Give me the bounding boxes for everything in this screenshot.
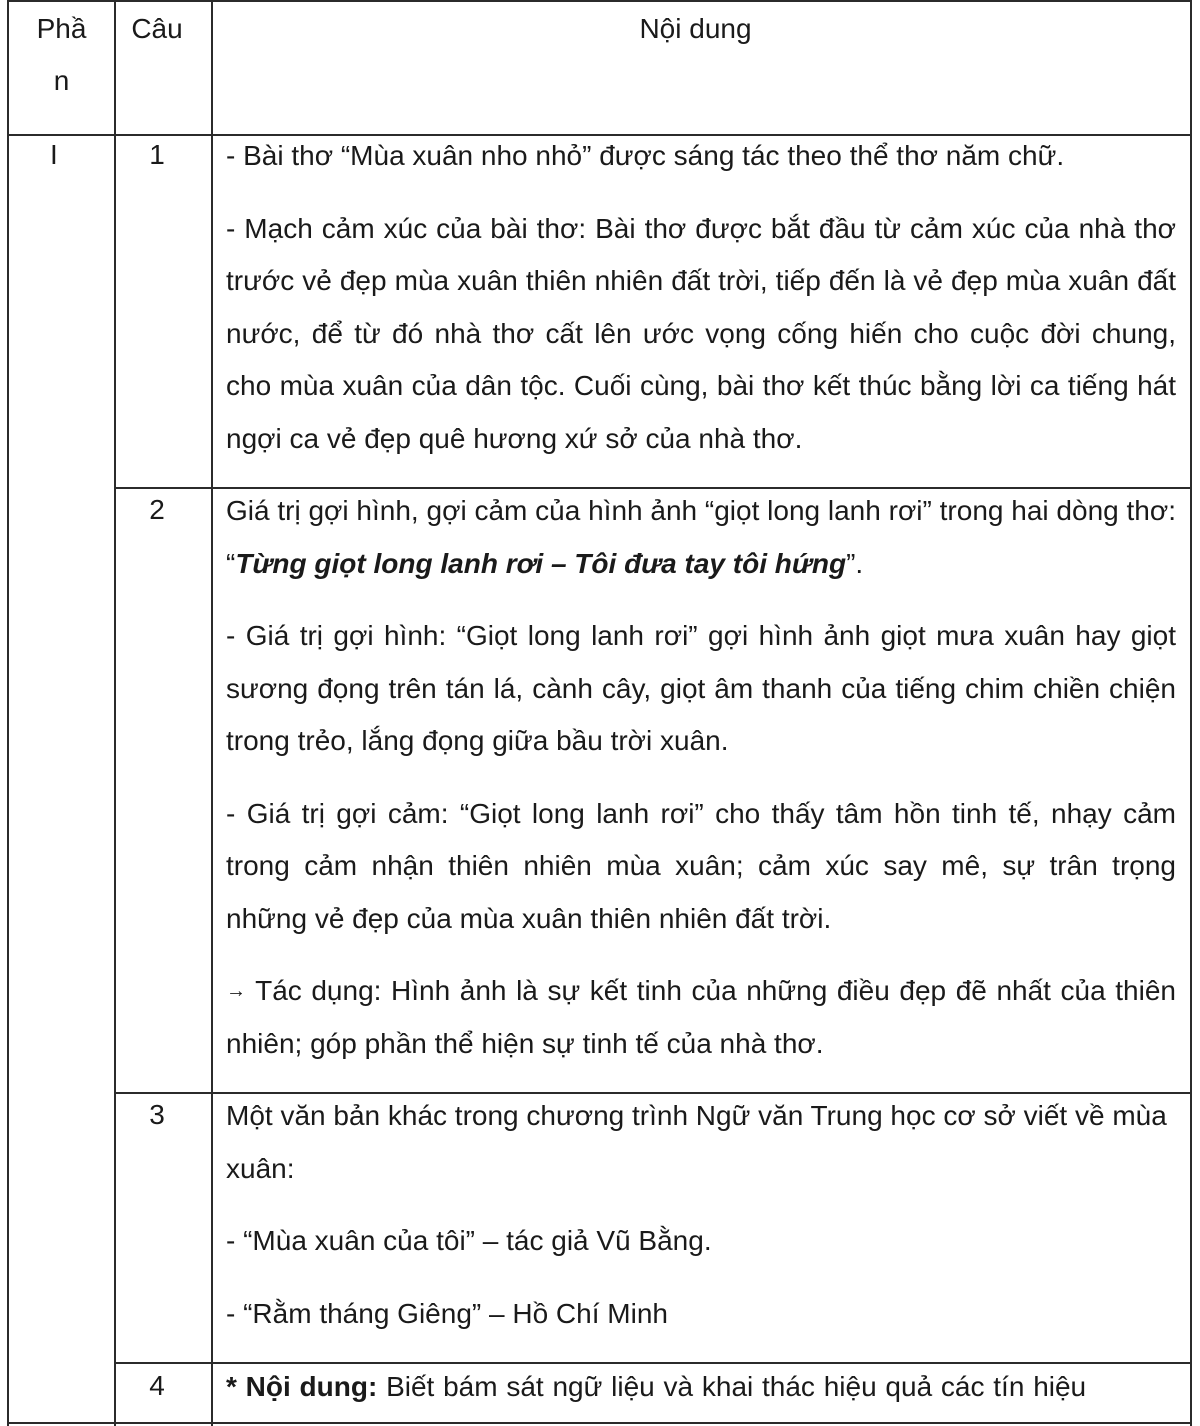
row-1-paragraph-2: - Mạch cảm xúc của bài thơ: Bài thơ được bắt đầu từ cảm xúc của nhà thơ trước vẻ đẹp mùa xuân thiên nhiên đất trời, tiếp đến là vẻ đẹp mùa xuân đất nước, để từ đó nhà thơ cất lên ước vọng cống hiến cho cuộc đời chung, cho mùa xuân của dân tộc. Cuối cùng, bài thơ kết thúc bằng lời ca tiếng hát ngợi ca vẻ đẹp quê hương xứ sở của nhà thơ. (226, 212, 1176, 454)
header-phan: Phầ n (36, 13, 87, 96)
row-1-content (226, 130, 1176, 465)
row-3-paragraph-3: - “Rằm tháng Giêng” – Hồ Chí Minh (226, 1297, 668, 1329)
row-1-number: 1 (149, 139, 165, 170)
row-1-paragraph-1: - Bài thơ “Mùa xuân nho nhỏ” được sáng tác theo thể thơ năm chữ. (226, 140, 1065, 171)
row-2-paragraph-2: - Giá trị gợi cảm: “Giọt long lanh rơi” cho thấy tâm hồn tinh tế, nhạy cảm trong cảm nhận thiên nhiên mùa xuân; cảm xúc say mê, sự trân trọng những vẻ đẹp của mùa xuân thiên nhiên đất trời. (226, 797, 1176, 934)
row-2-poem-quote: Từng giọt long lanh rơi – Tôi đưa tay tôi hứng (235, 547, 847, 579)
header-cau: Câu (131, 13, 183, 44)
row-3-paragraph-1: Một văn bản khác trong chương trình Ngữ văn Trung học cơ sở viết về mùa xuân: (226, 1100, 1167, 1184)
row-4-text: Biết bám sát ngữ liệu và khai thác hiệu quả các tín hiệu (377, 1371, 1087, 1402)
column-divider-1 (114, 0, 116, 1426)
row-4-number: 4 (149, 1370, 165, 1401)
row-2-effect (226, 965, 1176, 1070)
row-2-intro (226, 485, 1176, 590)
table-border-bottom (7, 1422, 1192, 1424)
arrow-right-icon: → (226, 980, 246, 1002)
row-3-content (226, 1090, 1176, 1340)
table-border-right (1190, 0, 1192, 1426)
row-3-paragraph-2: - “Mùa xuân của tôi” – tác giả Vũ Bằng. (226, 1225, 712, 1256)
row-4-paragraph (226, 1361, 1176, 1414)
row-2-intro-text: Giá trị gợi hình, gợi cảm của hình ảnh “giọt long lanh rơi” trong hai dòng thơ: “ (226, 495, 1176, 579)
row-2-effect-text: Tác dụng: Hình ảnh là sự kết tinh của những điều đẹp đẽ nhất của thiên nhiên; góp phần thể hiện sự tinh tế của nhà thơ. (226, 975, 1176, 1059)
row-4-content (226, 1361, 1176, 1414)
section-label: I (50, 139, 58, 170)
row-4-label: * Nội dung: (226, 1371, 378, 1402)
table-border-left (7, 0, 9, 1426)
row-3-number: 3 (149, 1099, 165, 1130)
header-noi-dung: Nội dung (639, 13, 752, 44)
column-divider-2 (211, 0, 213, 1426)
table-border-top (7, 0, 1192, 2)
row-2-intro-end: ”. (846, 547, 864, 579)
row-2-paragraph-1: - Giá trị gợi hình: “Giọt long lanh rơi” gợi hình ảnh giọt mưa xuân hay giọt sương đọng trên tán lá, cành cây, giọt âm thanh của tiếng chim chiền chiện trong trẻo, lắng đọng giữa bầu trời xuân. (226, 620, 1176, 756)
row-2-number: 2 (149, 494, 165, 525)
row-2-content (226, 485, 1176, 1070)
